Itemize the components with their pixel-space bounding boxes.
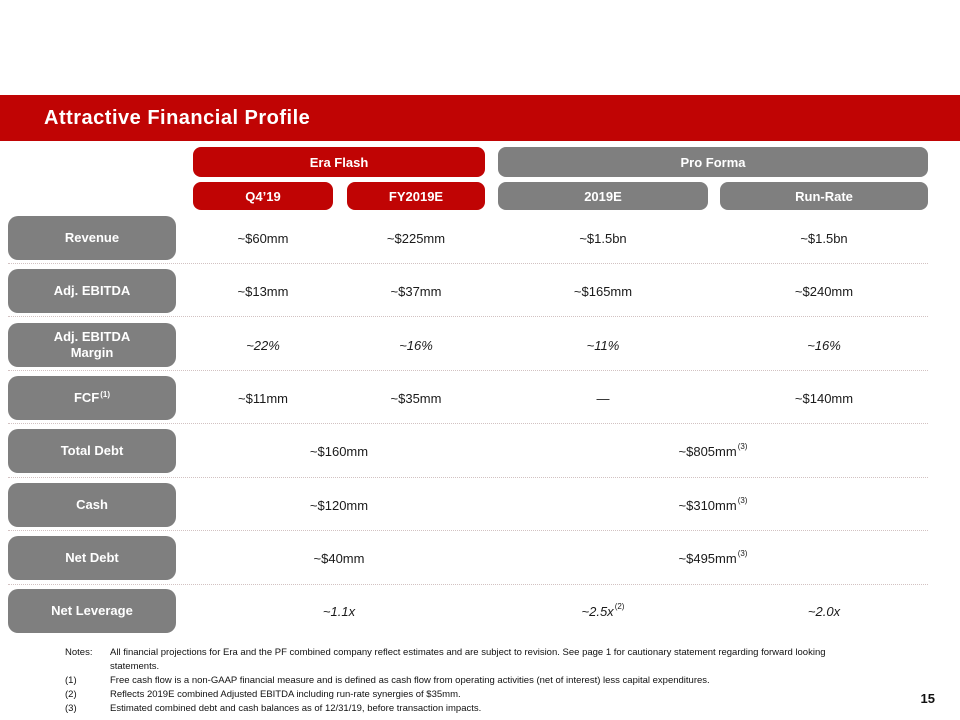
cell-fcf-runrate: ~$140mm bbox=[794, 390, 854, 406]
row-label-net-debt bbox=[8, 536, 176, 580]
cell-net-debt-proforma: ~$495mm (3) bbox=[678, 548, 748, 566]
cell-ebitda-fy2019e: ~$37mm bbox=[390, 283, 442, 299]
row-label-cash bbox=[8, 483, 176, 527]
note-row-2 bbox=[65, 688, 855, 702]
row-separator bbox=[8, 530, 928, 531]
note-label: (2) bbox=[65, 689, 77, 700]
row-separator bbox=[8, 263, 928, 264]
cell-revenue-q419: ~$60mm bbox=[237, 230, 289, 246]
note-text: Free cash flow is a non-GAAP financial measure and is defined as cash flow from operating activities (net of interest) less capital expenditures. bbox=[110, 675, 710, 686]
row-label-revenue bbox=[8, 216, 176, 260]
cell-margin-q419: ~22% bbox=[246, 337, 280, 353]
slide-title: Attractive Financial Profile bbox=[44, 107, 311, 129]
row-label-text: Adj. EBITDA bbox=[53, 282, 131, 298]
cell-revenue-runrate: ~$1.5bn bbox=[800, 230, 848, 246]
row-label-adj-ebitda-margin bbox=[8, 323, 176, 367]
row-label-total-debt bbox=[8, 429, 176, 473]
row-separator bbox=[8, 477, 928, 478]
header-col-q4-19: Q4’19 bbox=[193, 182, 333, 210]
cell-margin-2019e: ~11% bbox=[586, 337, 620, 353]
row-separator bbox=[8, 423, 928, 424]
note-label: Notes: bbox=[65, 647, 93, 658]
note-row-general bbox=[65, 646, 855, 674]
header-group-era-flash: Era Flash bbox=[193, 147, 485, 177]
cell-fcf-q419: ~$11mm bbox=[238, 390, 288, 406]
header-col-2019e: 2019E bbox=[498, 182, 708, 210]
header-col-fy2019e: FY2019E bbox=[347, 182, 485, 210]
cell-margin-fy2019e: ~16% bbox=[399, 337, 433, 353]
note-row-3 bbox=[65, 702, 855, 716]
cell-revenue-2019e: ~$1.5bn bbox=[579, 230, 627, 246]
cell-ebitda-runrate: ~$240mm bbox=[794, 283, 854, 299]
cell-cash-proforma: ~$310mm (3) bbox=[678, 495, 748, 513]
row-label-text: Net Debt bbox=[65, 549, 119, 565]
footnote-marker: (3) bbox=[737, 548, 748, 558]
note-label: (1) bbox=[65, 675, 77, 686]
cell-net-leverage-2019e: ~2.5x (2) bbox=[581, 601, 625, 619]
note-row-1 bbox=[65, 674, 855, 688]
note-text: Reflects 2019E combined Adjusted EBITDA including run-rate synergies of $35mm. bbox=[110, 689, 461, 700]
row-separator bbox=[8, 316, 928, 317]
cell-net-leverage-era: ~1.1x bbox=[322, 603, 356, 619]
cell-margin-runrate: ~16% bbox=[807, 337, 841, 353]
cell-ebitda-2019e: ~$165mm bbox=[573, 283, 633, 299]
row-label-text: Revenue bbox=[64, 229, 120, 245]
row-label-line2: Margin bbox=[70, 345, 114, 360]
cell-revenue-fy2019e: ~$225mm bbox=[386, 230, 446, 246]
cell-net-debt-era: ~$40mm bbox=[313, 550, 365, 566]
footnote-marker: (1) bbox=[100, 389, 111, 399]
notes bbox=[65, 646, 855, 716]
row-label-fcf bbox=[8, 376, 176, 420]
cell-net-leverage-runrate: ~2.0x bbox=[807, 603, 841, 619]
footnote-marker: (2) bbox=[614, 601, 625, 611]
row-label-text: Adj. EBITDA bbox=[53, 328, 131, 344]
row-label-net-leverage bbox=[8, 589, 176, 633]
footnote-marker: (3) bbox=[737, 495, 748, 505]
footnote-marker: (3) bbox=[737, 441, 748, 451]
row-separator bbox=[8, 370, 928, 371]
cell-cash-era: ~$120mm bbox=[309, 497, 369, 513]
header-col-run-rate: Run-Rate bbox=[720, 182, 928, 210]
note-label: (3) bbox=[65, 703, 77, 714]
cell-ebitda-q419: ~$13mm bbox=[237, 283, 289, 299]
page-number: 15 bbox=[920, 691, 935, 706]
cell-fcf-fy2019e: ~$35mm bbox=[390, 390, 442, 406]
row-label-text: Total Debt bbox=[60, 442, 124, 458]
row-label-adj-ebitda bbox=[8, 269, 176, 313]
title-banner bbox=[0, 95, 960, 141]
note-text: All financial projections for Era and the PF combined company reflect estimates and are subject to revision. See page 1 for cautionary statement regarding forward looking statements. bbox=[110, 647, 826, 672]
cell-total-debt-proforma: ~$805mm (3) bbox=[678, 441, 748, 459]
cell-fcf-2019e: — bbox=[596, 390, 610, 406]
header-group-pro-forma: Pro Forma bbox=[498, 147, 928, 177]
row-separator bbox=[8, 584, 928, 585]
row-label-text: Net Leverage bbox=[51, 602, 133, 618]
row-label-text: FCF$^{(1)}$ bbox=[73, 389, 111, 405]
row-label-text: Cash bbox=[76, 496, 108, 512]
note-text: Estimated combined debt and cash balances as of 12/31/19, before transaction impacts. bbox=[110, 703, 482, 714]
cell-total-debt-era: ~$160mm bbox=[309, 443, 369, 459]
